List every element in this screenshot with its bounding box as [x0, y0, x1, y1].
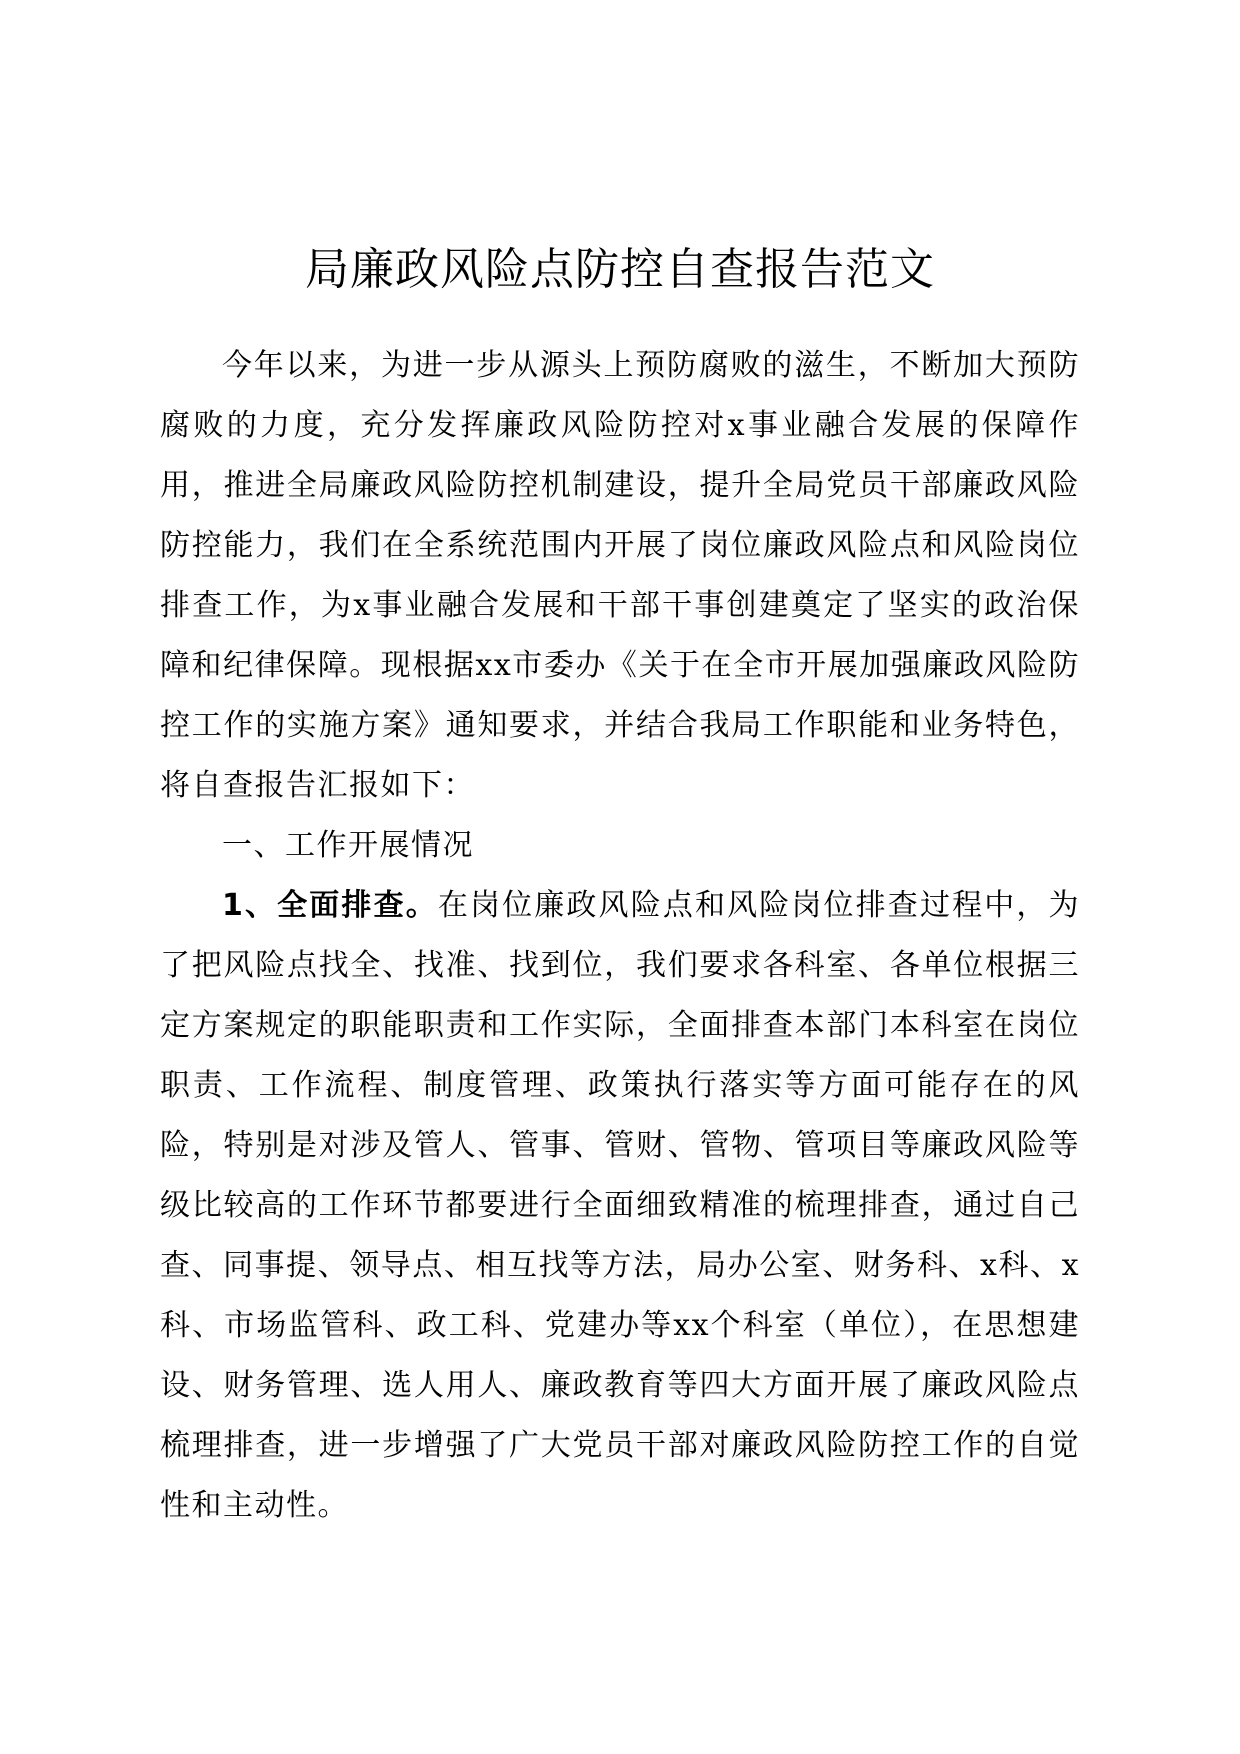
document-body	[160, 336, 1080, 1536]
document-title: 局廉政风险点防控自查报告范文	[305, 244, 935, 295]
item-paragraph-comprehensive-check	[160, 876, 1080, 1536]
intro-paragraph: 今年以来，为进一步从源头上预防腐败的滋生，不断加大预防腐败的力度，充分发挥廉政风险防控对x事业融合发展的保障作用，推进全局廉政风险防控机制建设，提升全局党员干部廉政风险防控能力，我们在全系统范围内开展了岗位廉政风险点和风险岗位排查工作，为x事业融合发展和干部干事创建奠定了坚实的政治保障和纪律保障。现根据xx市委办《关于在全市开展加强廉政风险防控工作的实施方案》通知要求，并结合我局工作职能和业务特色，将自查报告汇报如下：	[160, 348, 1080, 803]
item-body-text: 在岗位廉政风险点和风险岗位排查过程中，为了把风险点找全、找准、找到位，我们要求各科室、各单位根据三定方案规定的职能职责和工作实际，全面排查本部门本科室在岗位职责、工作流程、制度管理、政策执行落实等方面可能存在的风险，特别是对涉及管人、管事、管财、管物、管项目等廉政风险等级比较高的工作环节都要进行全面细致精准的梳理排查，通过自己查、同事提、领导点、相互找等方法，局办公室、财务科、x科、x科、市场监管科、政工科、党建办等xx个科室（单位），在思想建设、财务管理、选人用人、廉政教育等四大方面开展了廉政风险点梳理排查，进一步增强了广大党员干部对廉政风险防控工作的自觉性和主动性。	[160, 888, 1081, 1523]
section-heading-work-status: 一、工作开展情况	[222, 828, 474, 863]
item-lead-label: 1、全面排查。	[222, 888, 438, 923]
